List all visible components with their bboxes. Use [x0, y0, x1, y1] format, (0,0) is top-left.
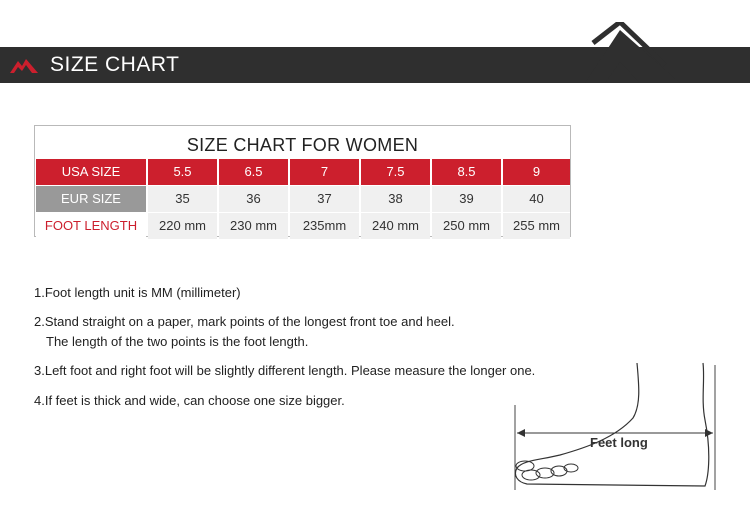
note-3: 3.Left foot and right foot will be slightly different length. Please measure the longer one.: [34, 363, 536, 378]
table-cell: 36: [219, 186, 288, 212]
table-title: SIZE CHART FOR WOMEN: [186, 135, 419, 155]
table-cell: 37: [290, 186, 359, 212]
table-cell: 38: [361, 186, 430, 212]
row-label: EUR SIZE: [36, 186, 146, 212]
mountain-logo-icon: [10, 55, 40, 75]
table-cell: 220 mm: [148, 213, 217, 239]
table-cell: 240 mm: [361, 213, 430, 239]
table-cell: 39: [432, 186, 501, 212]
table-cell: 8.5: [432, 159, 501, 185]
note-2: 2.Stand straight on a paper, mark points of the longest front toe and heel.: [34, 314, 455, 329]
table-cell: 7: [290, 159, 359, 185]
note-2-continued: The length of the two points is the foot length.: [46, 334, 309, 349]
foot-measurement-illustration: [505, 360, 725, 495]
table-cell: 7.5: [361, 159, 430, 185]
page-title: SIZE CHART: [50, 53, 180, 76]
table-cell: 5.5: [148, 159, 217, 185]
note-1: 1.Foot length unit is MM (millimeter): [34, 285, 241, 300]
table-cell: 35: [148, 186, 217, 212]
note-4: 4.If feet is thick and wide, can choose one size bigger.: [34, 393, 345, 408]
table-cell: 6.5: [219, 159, 288, 185]
table-cell: 255 mm: [503, 213, 570, 239]
table-cell: 40: [503, 186, 570, 212]
banner-corner-decoration: [585, 22, 750, 92]
table-cell: 9: [503, 159, 570, 185]
row-label: FOOT LENGTH: [36, 213, 146, 239]
row-label: USA SIZE: [36, 159, 146, 185]
table-cell: 235mm: [290, 213, 359, 239]
table-cell: 250 mm: [432, 213, 501, 239]
table-cell: 230 mm: [219, 213, 288, 239]
size-chart-table: [34, 125, 571, 237]
feet-long-label: Feet long: [590, 435, 648, 450]
